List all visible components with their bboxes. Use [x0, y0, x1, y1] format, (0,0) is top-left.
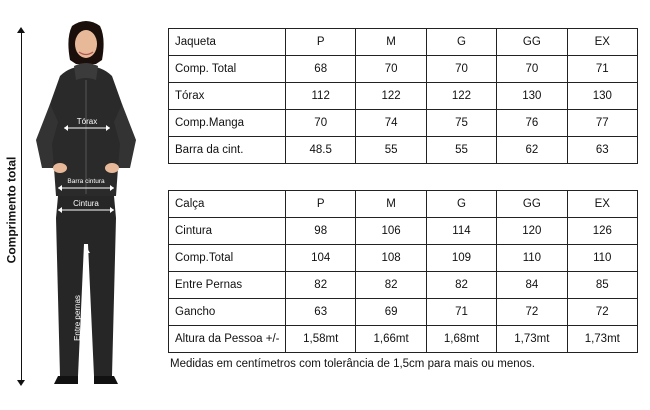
table-cell: 48.5: [286, 137, 356, 164]
header-cell: P: [286, 29, 356, 56]
jacket-size-table: [168, 28, 638, 164]
table-row: [169, 56, 638, 83]
row-label: Comp.Total: [169, 245, 286, 272]
table-cell: 110: [567, 245, 637, 272]
table-row: [169, 326, 638, 353]
table-cell: 122: [426, 83, 496, 110]
table-cell: 69: [356, 299, 426, 326]
row-label: Gancho: [169, 299, 286, 326]
table-cell: 70: [497, 56, 567, 83]
table-cell: 1,68mt: [426, 326, 496, 353]
header-cell: M: [356, 29, 426, 56]
table-cell: 122: [356, 83, 426, 110]
table-cell: 1,66mt: [356, 326, 426, 353]
table-cell: 71: [567, 56, 637, 83]
header-cell: Jaqueta: [169, 29, 286, 56]
table-cell: 63: [567, 137, 637, 164]
table-cell: 109: [426, 245, 496, 272]
table-cell: 104: [286, 245, 356, 272]
table-cell: 55: [426, 137, 496, 164]
table-cell: 112: [286, 83, 356, 110]
table-cell: 126: [567, 218, 637, 245]
table-cell: 114: [426, 218, 496, 245]
table-cell: 1,58mt: [286, 326, 356, 353]
row-label: Comp. Total: [169, 56, 286, 83]
header-cell: GG: [497, 191, 567, 218]
length-arrow-bottom: [17, 380, 25, 386]
table-row: [169, 137, 638, 164]
header-cell: Calça: [169, 191, 286, 218]
entre-pernas-label: Entre pernas: [73, 295, 82, 341]
row-label: Entre Pernas: [169, 272, 286, 299]
torax-label: Tórax: [76, 117, 98, 126]
table-spacer: [168, 164, 638, 190]
row-label: Barra da cint.: [169, 137, 286, 164]
table-cell: 72: [567, 299, 637, 326]
table-cell: 70: [426, 56, 496, 83]
tolerance-note: Medidas em centímetros com tolerância de 1,5cm para mais ou menos.: [170, 358, 535, 370]
table-cell: 63: [286, 299, 356, 326]
row-label: Cintura: [169, 218, 286, 245]
table-cell: 62: [497, 137, 567, 164]
table-cell: 82: [356, 272, 426, 299]
table-cell: 75: [426, 110, 496, 137]
table-cell: 130: [497, 83, 567, 110]
table-row: [169, 83, 638, 110]
total-length-label-wrap: [0, 40, 22, 380]
table-cell: 98: [286, 218, 356, 245]
table-header-row: [169, 191, 638, 218]
size-tables: [168, 28, 638, 353]
header-cell: P: [286, 191, 356, 218]
table-cell: 85: [567, 272, 637, 299]
table-cell: 74: [356, 110, 426, 137]
table-cell: 77: [567, 110, 637, 137]
table-cell: 70: [356, 56, 426, 83]
table-cell: 130: [567, 83, 637, 110]
header-cell: M: [356, 191, 426, 218]
table-row: [169, 110, 638, 137]
row-label: Comp.Manga: [169, 110, 286, 137]
table-cell: 120: [497, 218, 567, 245]
table-row: [169, 245, 638, 272]
table-cell: 71: [426, 299, 496, 326]
table-cell: 106: [356, 218, 426, 245]
header-cell: G: [426, 191, 496, 218]
table-cell: 70: [286, 110, 356, 137]
table-cell: 84: [497, 272, 567, 299]
table-cell: 82: [426, 272, 496, 299]
table-cell: 72: [497, 299, 567, 326]
model-figure: [30, 18, 142, 388]
barra-cintura-label: Barra cintura: [67, 178, 105, 185]
table-cell: 82: [286, 272, 356, 299]
cintura-label: Cintura: [73, 199, 99, 208]
table-row: [169, 299, 638, 326]
table-cell: 76: [497, 110, 567, 137]
table-cell: 1,73mt: [567, 326, 637, 353]
total-length-label: Comprimento total: [4, 156, 19, 264]
table-row: [169, 218, 638, 245]
header-cell: EX: [567, 191, 637, 218]
header-cell: GG: [497, 29, 567, 56]
header-cell: EX: [567, 29, 637, 56]
pants-size-table: [168, 190, 638, 353]
table-cell: 1,73mt: [497, 326, 567, 353]
table-cell: 108: [356, 245, 426, 272]
table-row: [169, 272, 638, 299]
row-label: Tórax: [169, 83, 286, 110]
table-cell: 110: [497, 245, 567, 272]
table-cell: 55: [356, 137, 426, 164]
row-label: Altura da Pessoa +/-: [169, 326, 286, 353]
table-cell: 68: [286, 56, 356, 83]
header-cell: G: [426, 29, 496, 56]
table-header-row: [169, 29, 638, 56]
